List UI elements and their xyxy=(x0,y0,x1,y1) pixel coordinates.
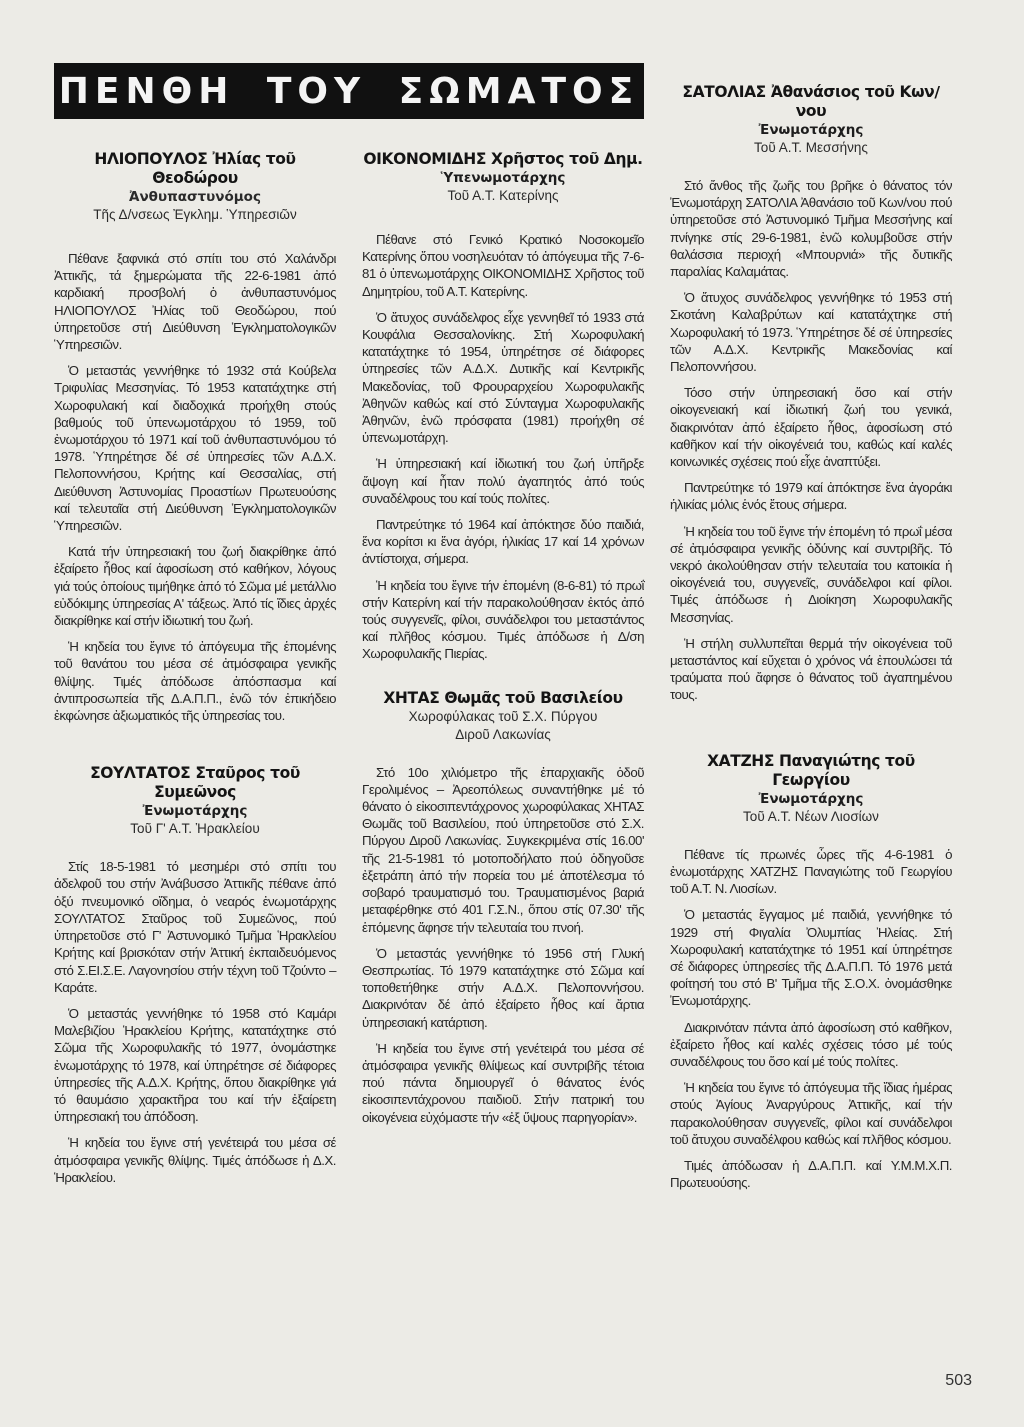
entry-paragraph: Στίς 18-5-1981 τό μεσημέρι στό σπίτι του ἀδελφοῦ του στήν Ἀνάβυσσο Ἀττικῆς πέθανε ἀπό ὀξύ πνευμονικό οἴδημα, ὁ νεαρός ἐνωμοτάρχης ΣΟΥΛΤΑΤΟΣ Σταῦρος τοῦ Συμεῶνος, πού ὑπηρετοῦσε στό Γ' Ἀστυνομικό Τμῆμα Ἡρακλείου Κρήτης καί βρισκόταν στήν Ἀττική ἐκπαιδευόμενος στό Σ.ΕΙ.Σ.Ε. Λαγονησίου στήν τέχνη τοῦ Τζούντο – Καράτε. xyxy=(54,859,336,995)
entry-paragraph: Ἡ κηδεία του ἔγινε στή γενέτειρά του μέσα σέ ἀτμόσφαιρα γενικῆς θλίψης. Τιμές ἀπόδωσε ἡ Δ.Χ. Ἡρακλείου. xyxy=(54,1135,336,1185)
entry-paragraph: Στό 10ο χιλιόμετρο τῆς ἐπαρχιακῆς ὁδοῦ Γερολιμένος – Ἀρεοπόλεως συναντήθηκε μέ τό θάνατο ὁ εἰκοσιπεντάχρονος χωροφύλακας ΧΗΤΑΣ Θωμᾶς τοῦ Βασιλείου, πού ὑπηρετοῦσε στό Σ.Χ. Πύργου Διροῦ Λακωνίας. Συγκεκριμένα στίς 16.00' τῆς 21-5-1981 τό μοτοποδήλατο πού ὁδηγοῦσε ἐξετράπη ἀπό τήν πορεία του μέ ἀποτέλεσμα τό σοβαρό τραυματισμό του. Τραυματισμένος βαριά μεταφέρθηκε στό 401 Γ.Σ.Ν., ὅπου στίς 07.30' τῆς ἑπόμενης ἄφησε τήν τελευταία του πνοή. xyxy=(362,764,644,935)
entry-paragraph: Ὁ μεταστάς γεννήθηκε τό 1958 στό Καμάρι Μαλεβιζίου Ἡρακλείου Κρήτης, κατατάχτηκε στό Σῶμα τῆς Χωροφυλακῆς τό 1977, ὀνομάστηκε ἐνωμοτάρχης τό 1978, καί ὑπηρέτησε σέ διάφορες ὑπηρεσίες τῆς Α.Δ.Χ. Κρήτης, ὅπου διακρίθηκε γιά τό θαυμάσιο χαρακτῆρα του καί τήν ἐξαίρετη ὑπηρεσιακή του ἀπόδοση. xyxy=(54,1005,336,1125)
entry-rank: Ἐνωμοτάρχης xyxy=(142,803,248,820)
entry-paragraph: Πέθανε ξαφνικά στό σπίτι του στό Χαλάνδρι Ἀττικῆς, τά ξημερώματα τῆς 22-6-1981 ἀπό καρδιακή προσβολή ὁ ἀνθυπαστυνόμος ΗΛΙΟΠΟΥΛΟΣ Ἠλίας τοῦ Θεοδώρου, πού ὑπηρετοῦσε στή Διεύθυνση Ἐγκληματολογικῶν Ὑπηρεσιῶν. xyxy=(54,251,336,353)
obituary-entry xyxy=(54,764,336,1186)
entry-paragraph: Ὁ ἄτυχος συνάδελφος εἶχε γεννηθεῖ τό 1933 στά Κουφάλια Θεσσαλονίκης. Στή Χωροφυλακή κατατάχτηκε τό 1954, ὑπηρέτησε σέ διάφορες ὑπηρεσίες τῶν Α.Δ.Χ. Δυτικῆς καί Κεντρικῆς Μακεδονίας, τοῦ Φρουραρχείου Χωροφυλακῆς Ἀθηνῶν καθώς καί στό Σύνταγμα Χωροφυλακῆς Ἀθηνῶν, ἐνῶ πρόσφατα (1981) προήχθη σέ ὑπενωμοτάρχη. xyxy=(362,309,644,446)
entry-paragraph: Κατά τήν ὑπηρεσιακή του ζωή διακρίθηκε ἀπό ἐξαίρετο ἦθος καί ἀφοσίωση στό καθήκον, λόγους γιά τούς ὁποίους τιμήθηκε ἀπό τό Σῶμα μέ μετάλλιο εὐδόκιμης ὑπηρεσίας Α' τάξεως. Ἀπό τίς ἴδιες ἀρχές διακρίθηκε καί στήν ἰδιωτική του ζωή. xyxy=(54,544,336,629)
entry-name: ΣΟΥΛΤΑΤΟΣ Σταῦρος τοῦ Συμεῶνος xyxy=(90,764,300,802)
entry-paragraph: Στό ἄνθος τῆς ζωῆς του βρῆκε ὁ θάνατος τόν Ἐνωμοτάρχη ΣΑΤΟΛΙΑ Ἀθανάσιο τοῦ Κων/νου πού ὑπηρετοῦσε στό Ἀστυνομικό Τμῆμα Μεσσήνης καί πνίγηκε στίς 29-6-1981, ἐνῶ κολυμβοῦσε στήν θαλάσσια περιοχή «Μπουρνιά» τῆς δυτικῆς παραλίας Καλαμάτας. xyxy=(670,178,952,280)
entry-paragraph: Παντρεύτηκε τό 1979 καί ἀπόκτησε ἕνα ἀγοράκι ἡλικίας μόλις ἑνός ἔτους σήμερα. xyxy=(670,480,952,513)
entry-name: ΗΛΙΟΠΟΥΛΟΣ Ἠλίας τοῦ Θεοδώρου xyxy=(94,150,296,187)
entry-paragraph: Παντρεύτηκε τό 1964 καί ἀπόκτησε δύο παιδιά, ἕνα κορίτσι κι ἕνα ἀγόρι, ἡλικίας 17 καί 14 χρόνων ἀντίστοιχα, σήμερα. xyxy=(362,517,644,567)
entry-rank: Ἐνωμοτάρχης xyxy=(758,122,864,138)
obituary-entry xyxy=(362,689,644,1126)
entry-paragraph: Διακρινόταν πάντα ἀπό ἀφοσίωση στό καθῆκον, ἐξαίρετο ἦθος καί καλές σχέσεις τόσο μέ τούς συναδέλφους του ὅσο καί μέ τούς πολίτες. xyxy=(670,1019,952,1069)
entry-rank: Ἀνθυπαστυνόμος xyxy=(129,189,261,205)
entry-paragraph: Ὁ ἄτυχος συνάδελφος γεννήθηκε τό 1953 στή Σκοτάνη Καλαβρύτων καί κατατάχτηκε στή Χωροφυλακή τό 1973. Ὑπηρέτησε δέ σέ ὑπηρεσίες τῶν Α.Δ.Χ. Κεντρικῆς Μακεδονίας καί Πελοποννήσου. xyxy=(670,290,952,375)
column-1 xyxy=(54,150,336,1226)
entry-paragraph: Τόσο στήν ὑπηρεσιακή ὅσο καί στήν οἰκογενειακή καί ἰδιωτική ζωή του γενικά, διακρινόταν ἀπό ἐξαίρετο ἦθος, ἀφοσίωση στό καθῆκον καί τήν οἰκογένειά του, καθώς καί καλές κοινωνικές σχέσεις πού εἶχε ἀναπτύξει. xyxy=(670,385,952,470)
obituary-entry xyxy=(54,150,336,724)
entry-unit: Χωροφύλακας τοῦ Σ.Χ. Πύργου Διροῦ Λακωνίας xyxy=(408,708,598,742)
column-2 xyxy=(362,150,644,1152)
entry-paragraph: Ὁ μεταστάς γεννήθηκε τό 1932 στά Κούβελα Τριφυλίας Μεσσηνίας. Τό 1953 κατατάχτηκε στή Χωροφυλακή καί διαδοχικά προήχθη στούς βαθμούς τοῦ ὑπενωμοτάρχου τό 1959, τοῦ ἐνωμοτάρχου τό 1971 καί τοῦ ἀνθυπαστυνόμου τό 1978. Ὑπηρέτησε δέ σέ ὑπηρεσίες τῶν Α.Δ.Χ. Πελοποννήσου, Κρήτης καί Θεσσαλίας, στή Διεύθυνση Ἀστυνομίας Προαστίων Πρωτευούσης καί τελευταῖα στή Διεύθυνση Ἐγκληματολογικῶν Ὑπηρεσιῶν. xyxy=(54,363,336,534)
page-number: 503 xyxy=(945,1372,972,1389)
entry-unit: Τοῦ Α.Τ. Μεσσήνης xyxy=(754,140,868,155)
obituary-entry xyxy=(670,83,952,704)
entry-name: ΣΑΤΟΛΙΑΣ Ἀθανάσιος τοῦ Κων/νου xyxy=(682,83,940,120)
entry-name: ΟΙΚΟΝΟΜΙΔΗΣ Χρῆστος τοῦ Δημ. xyxy=(363,150,643,168)
entry-paragraph: Ἡ ὑπηρεσιακή καί ἰδιωτική του ζωή ὑπῆρξε ἄψογη καί ἦταν πολύ ἀγαπητός ἀπό τούς συναδέλφους του καί τούς πολίτες. xyxy=(362,456,644,506)
entry-paragraph: Ὁ μεταστάς ἔγγαμος μέ παιδιά, γεννήθηκε τό 1929 στή Φιγαλία Ὀλυμπίας Ἠλείας. Στή Χωροφυλακή κατατάχτηκε τό 1951 καί ὑπηρέτησε σέ διάφορες ὑπηρεσίες τῆς Δ.Α.Π.Π. Τό 1976 μετά φοίτησή του στό Β' Τμῆμα τῆς Σ.Ο.Χ. ὀνομάσθηκε Ἐνωμοτάρχης. xyxy=(670,907,952,1009)
entry-unit: Τοῦ Γ' Α.Τ. Ἡρακλείου xyxy=(130,821,260,837)
entry-rank: Ἐνωμοτάρχης xyxy=(758,790,864,807)
entry-paragraph: Πέθανε τίς πρωινές ὧρες τῆς 4-6-1981 ὁ ἐνωμοτάρχης ΧΑΤΖΗΣ Παναγιώτης τοῦ Γεωργίου τοῦ Α.Τ. Ν. Λιοσίων. xyxy=(670,846,952,897)
entry-paragraph: Ἡ κηδεία του τοῦ ἔγινε τήν ἑπομένη τό πρωΐ μέσα σέ ἀτμόσφαιρα γενικῆς ὀδύνης καί συντριβῆς. Τό νεκρό ἀκολούθησαν στήν τελευταία του κατοικία ἡ οἰκογένειά του, συγγενεῖς, συνάδελφοι καί φίλοι. Τιμές ἀπόδωσε ἡ Διοίκηση Χωροφυλακῆς Μεσσηνίας. xyxy=(670,523,952,625)
entry-rank: Ὑπενωμοτάρχης xyxy=(440,170,566,186)
entry-name: ΧΗΤΑΣ Θωμᾶς τοῦ Βασιλείου xyxy=(383,688,623,707)
entry-paragraph: Ὁ μεταστάς γεννήθηκε τό 1956 στή Γλυκή Θεσπρωτίας. Τό 1979 κατατάχτηκε στό Σῶμα καί τοποθετήθηκε στήν Α.Δ.Χ. Πελοποννήσου. Διακρινόταν δέ ἀπό ἐξαίρετο ἦθος καί ἄρτια ὑπηρεσιακή κατάρτιση. xyxy=(362,945,644,1030)
section-banner: ΠΕΝΘΗ ΤΟΥ ΣΩΜΑΤΟΣ xyxy=(54,63,644,119)
obituary-entry xyxy=(670,752,952,1192)
entry-paragraph: Πέθανε στό Γενικό Κρατικό Νοσοκομεῖο Κατερίνης ὅπου νοσηλευόταν τό ἀπόγευμα τῆς 7-6-81 ὁ ὑπενωμοτάρχης ΟΙΚΟΝΟΜΙΔΗΣ Χρῆστος τοῦ Δημητρίου, τοῦ Α.Τ. Κατερίνης. xyxy=(362,232,644,299)
entry-paragraph: Τιμές ἀπόδωσαν ἡ Δ.Α.Π.Π. καί Υ.Μ.Μ.Χ.Π. Πρωτευούσης. xyxy=(670,1157,952,1191)
entry-unit: Τῆς Δ/νσεως Ἐγκλημ. Ὑπηρεσιῶν xyxy=(93,207,297,222)
entry-paragraph: Ἡ κηδεία του ἔγινε τήν ἑπομένη (8-6-81) τό πρωΐ στήν Κατερίνη καί τήν παρακολούθησαν ἐκτός ἀπό τούς συγγενεῖς, φίλοι, συνάδελφοι του μεταστάντος καί πλῆθος κόσμου. Τιμές ἀπόδωσε ἡ Δ/ση Χωροφυλακῆς Πιερίας. xyxy=(362,577,644,662)
column-3 xyxy=(670,83,952,1239)
entry-paragraph: Ἡ στήλη συλλυπεῖται θερμά τήν οἰκογένεια τοῦ μεταστάντος καί εὔχεται ὁ χρόνος νά ἐπουλώσει τά τραύματα πού ἄφησε ὁ θάνατος τοῦ ἀγαπημένου τους. xyxy=(670,635,952,703)
entry-paragraph: Ἡ κηδεία του ἔγινε στή γενέτειρά του μέσα σέ ἀτμόσφαιρα γενικῆς θλίψεως καί συντριβῆς τέτοια πού πάντα δημιουργεῖ ὁ θάνατος ἑνός εἰκοσιπεντάχρονου παιδιοῦ. Στήν πατρική του οἰκογένεια εὐχόμαστε τήν «ἐξ ὕψους παρηγορίαν». xyxy=(362,1040,644,1125)
entry-unit: Τοῦ Α.Τ. Κατερίνης xyxy=(447,188,559,203)
entry-paragraph: Ἡ κηδεία του ἔγινε τό ἀπόγευμα τῆς ἴδιας ἡμέρας στούς Ἁγίους Ἀναργύρους Ἀττικῆς, καί τήν παρακολούθησαν συγγενεῖς, φίλοι καί συνάδελφοι τοῦ ἄτυχου συναδέλφου καθώς καί πλῆθος κόσμου. xyxy=(670,1080,952,1147)
obituary-entry xyxy=(362,150,644,663)
entry-unit xyxy=(54,188,336,206)
entry-name: ΧΑΤΖΗΣ Παναγιώτης τοῦ Γεωργίου xyxy=(707,751,915,789)
entry-paragraph: Ἡ κηδεία του ἔγινε τό ἀπόγευμα τῆς ἑπομένης τοῦ θανάτου του μέσα σέ ἀτμόσφαιρα γενικῆς θλίψης. Τιμές ἀπόδωσε ἀπόσπασμα καί ἀντιπροσωπεία τῆς Δ.Α.Π.Π., ἐνῶ τόν ἐπικήδειο ἐκφώνησε ἀξιωματικός τῆς ὑπηρεσίας του. xyxy=(54,639,336,724)
entry-unit: Τοῦ Α.Τ. Νέων Λιοσίων xyxy=(743,808,879,824)
